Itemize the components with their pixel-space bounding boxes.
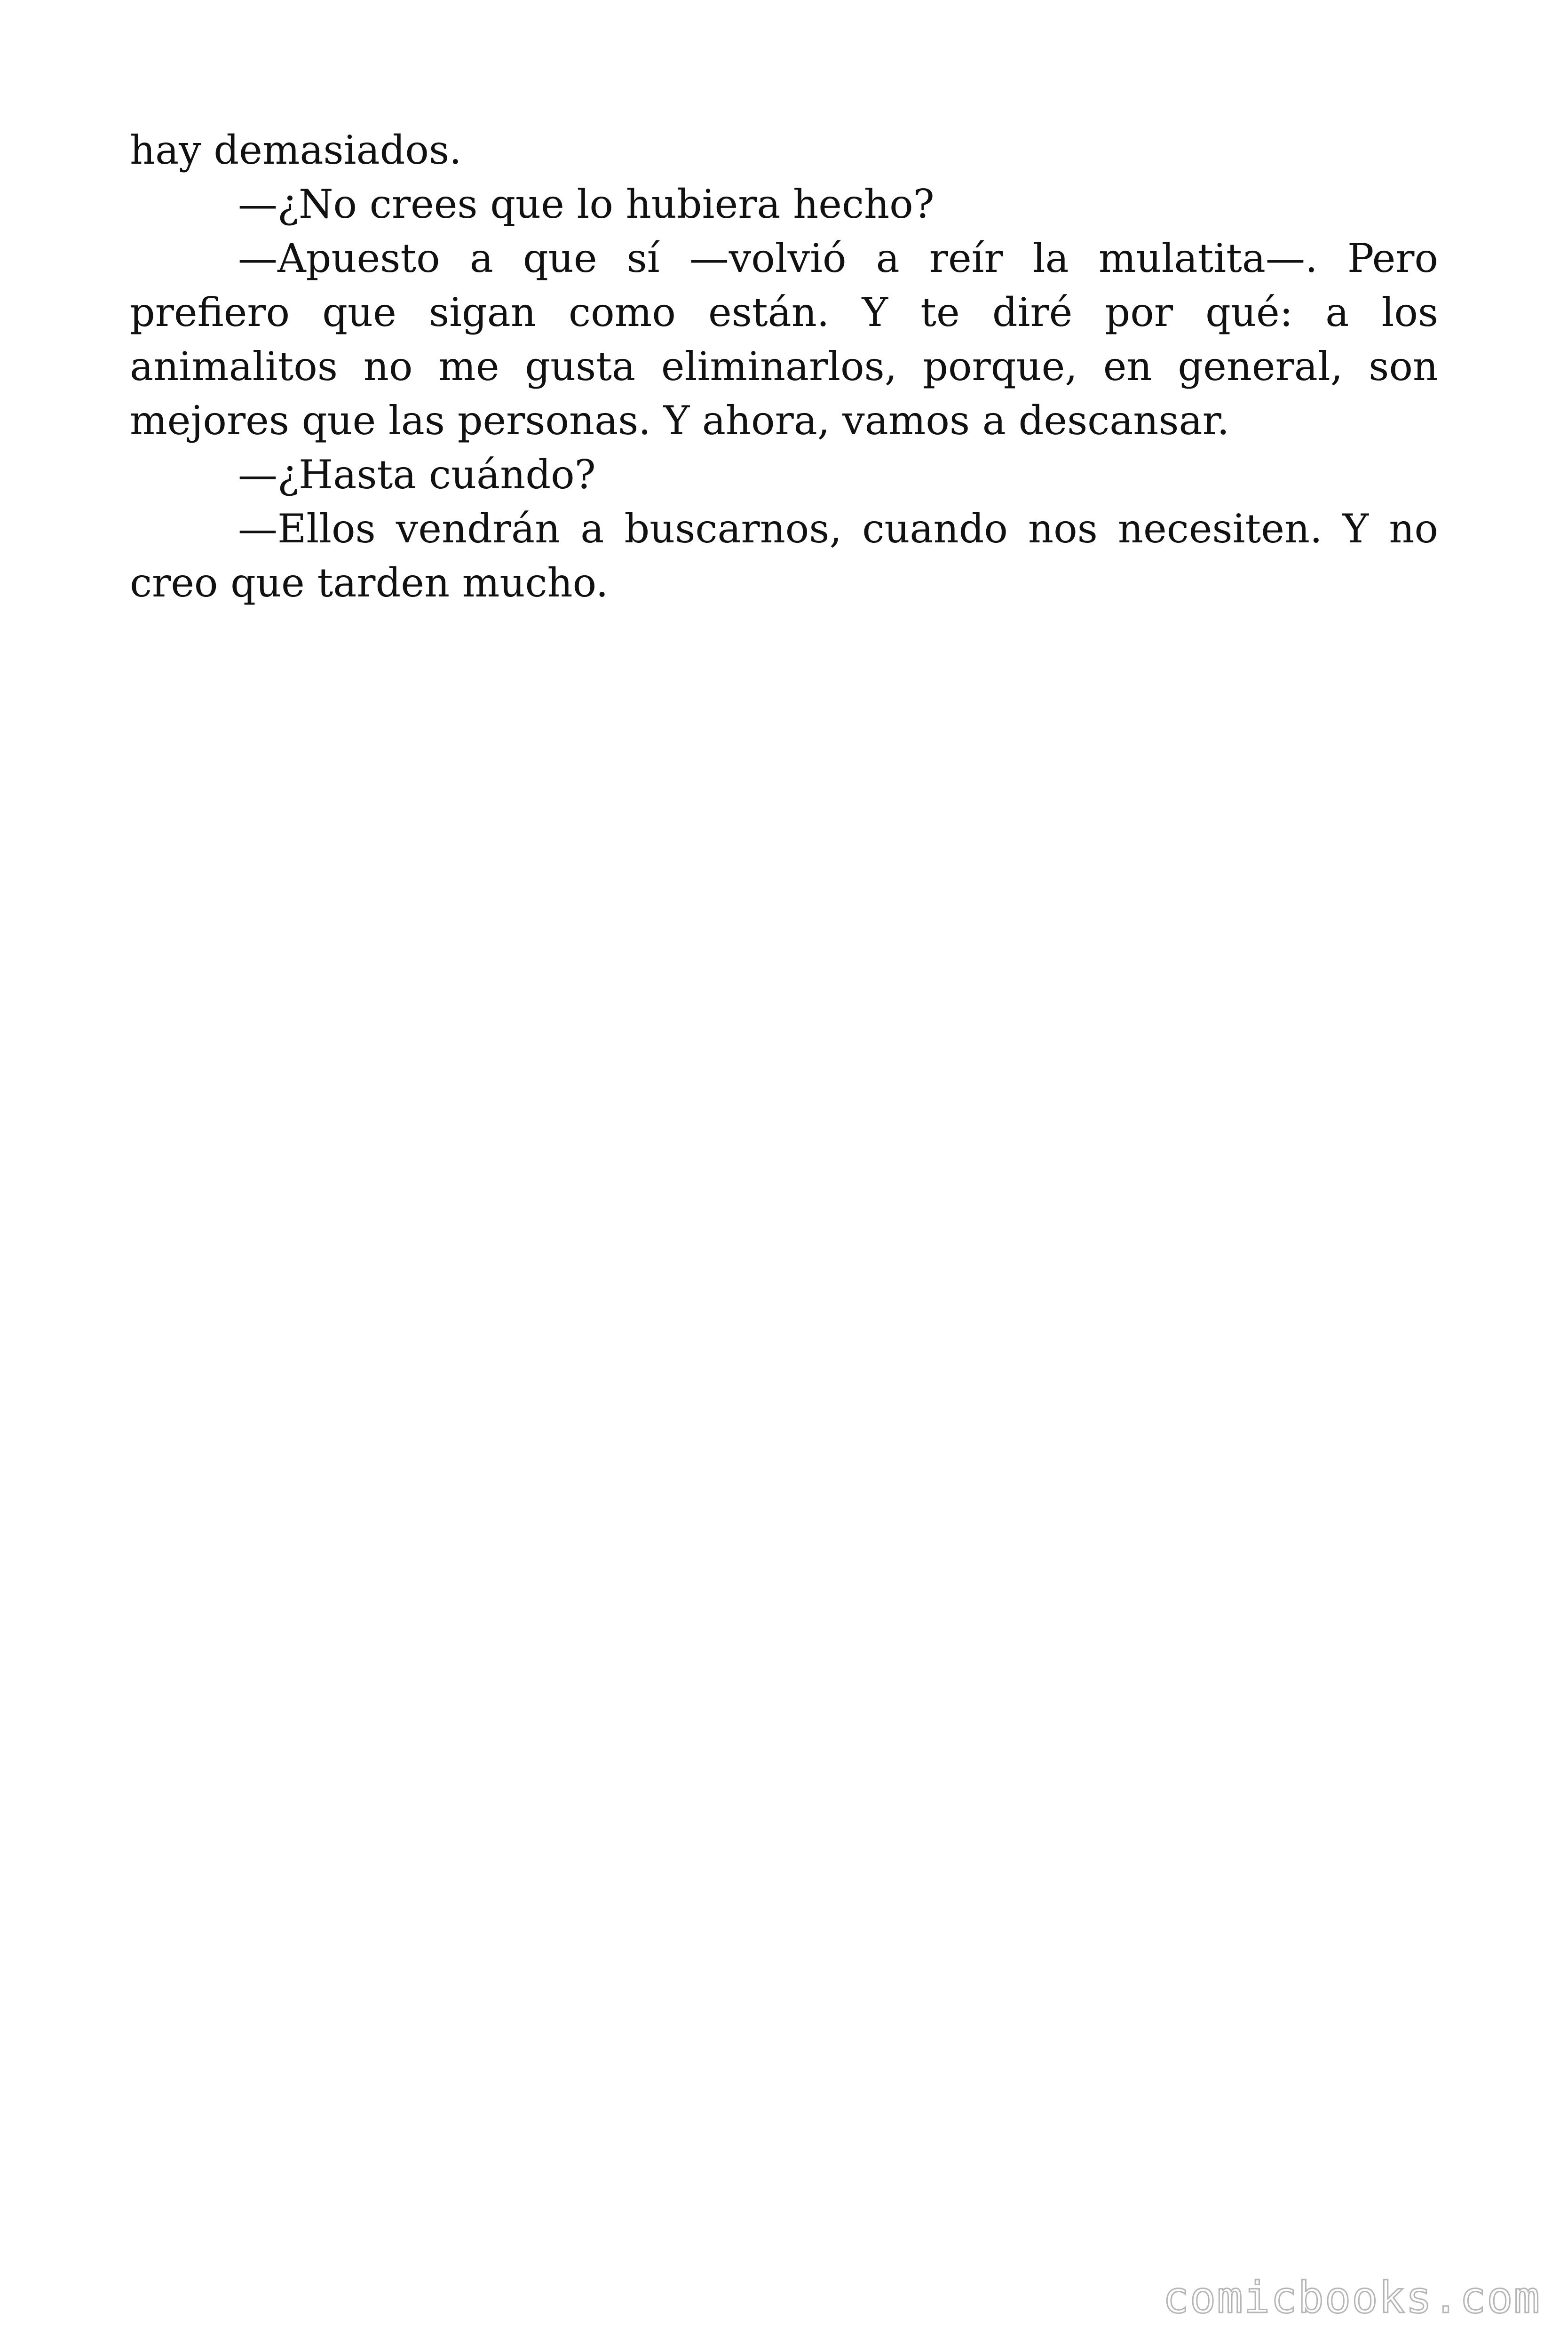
paragraph: —¿Hasta cuándo? bbox=[238, 452, 596, 498]
paragraph: —¿No crees que lo hubiera hecho? bbox=[238, 181, 934, 227]
paragraph: hay demasiados. bbox=[130, 127, 462, 173]
body-text bbox=[130, 123, 1438, 610]
site-watermark: comicbooks.com bbox=[1163, 2273, 1541, 2323]
paragraph: —Ellos vendrán a buscarnos, cuando nos necesiten. Y no creo que tarden mucho. bbox=[130, 506, 1438, 606]
paragraph: —Apuesto a que sí —volvió a reír la mulatita—. Pero prefiero que sigan como están. Y te diré por qué: a los animalitos no me gusta eliminarlos, porque, en general, son mejores que las personas. Y ahora, vamos a descansar. bbox=[130, 235, 1438, 444]
